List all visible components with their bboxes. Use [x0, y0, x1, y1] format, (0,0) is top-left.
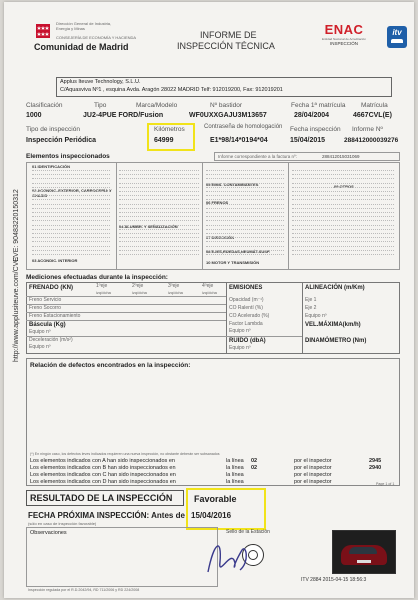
element-item-line: [119, 178, 199, 180]
defectos-linea-c: Los elementos indicados con C han sido inspeccionados en: [30, 472, 176, 478]
enac-text: ENAC: [324, 22, 364, 37]
section-frenos: 06 FRENOS: [206, 200, 229, 205]
inspector-label-d: por el inspector: [294, 479, 332, 485]
inspector-a-value: 2945: [369, 458, 382, 464]
page-number: Page 1 of 1: [376, 482, 395, 486]
cve-url: http://www.applusiteuve.com/CVE: [13, 256, 20, 362]
grid-divider-1: [116, 162, 117, 270]
matricula-label: Matrícula: [361, 102, 388, 109]
element-item-line: [206, 187, 284, 189]
element-item-line: [206, 250, 284, 252]
inspector-label-a: por el inspector: [294, 458, 332, 464]
element-item-line: [119, 199, 199, 201]
element-item-line: [292, 250, 394, 252]
freno-socorro: Freno Socorro: [29, 305, 61, 311]
proxima-value: 15/04/2016: [191, 511, 232, 520]
defectos-linea-b: Los elementos indicados con B han sido inspeccionados en: [30, 465, 176, 471]
element-item-line: [206, 229, 284, 231]
element-item-line: [292, 241, 394, 243]
car-photo-plate: [357, 560, 371, 563]
element-item-line: [32, 246, 110, 248]
element-item-line: [206, 174, 284, 176]
station-name: Applus Iteuve Technology, S.L.U.: [60, 79, 141, 85]
deceleracion-label: Deceleración (m/s²): [29, 337, 73, 343]
element-item-line: [292, 237, 394, 239]
velmax-label: VEL.MÁXIMA(km/h): [305, 322, 361, 328]
elementos-title: Elementos inspeccionados: [26, 153, 110, 160]
element-item-line: [32, 237, 110, 239]
car-icon: [391, 39, 403, 43]
eje-sub-3: izq/dcha: [168, 290, 183, 295]
element-item-line: [206, 195, 284, 197]
emisiones-divider: [226, 336, 302, 337]
madrid-logo: [36, 24, 50, 38]
matricula-value: 4667CVL(E): [353, 112, 392, 119]
element-item-line: [119, 183, 199, 185]
inspector-signature: [200, 532, 260, 582]
eje-1: 1ºeje: [96, 283, 108, 289]
element-item-line: [206, 183, 284, 185]
element-item-line: [119, 170, 199, 172]
element-item-line: [206, 204, 284, 206]
enac-logo: [320, 22, 368, 56]
element-item-line: [292, 208, 394, 210]
element-item-line: [32, 233, 110, 235]
mediciones-divider-1: [226, 282, 227, 354]
enac-sub1: Entidad Nacional de Acreditación: [321, 37, 367, 41]
section-direccion: 07 DIRECCIÓN: [206, 235, 235, 240]
car-photo: [332, 530, 396, 574]
ruido-label: RUIDO (dbA): [229, 338, 266, 344]
element-item-line: [32, 220, 110, 222]
inspector-label-c: por el inspector: [294, 472, 332, 478]
element-item-line: [206, 191, 284, 193]
element-item-line: [119, 250, 199, 252]
observaciones-label: Observaciones: [30, 530, 67, 536]
resultado-value: Favorable: [194, 494, 237, 504]
element-item-line: [119, 241, 199, 243]
grid-divider-2: [202, 162, 203, 270]
bascula-equipo: Equipo nº: [29, 329, 51, 335]
org-line3: CONSEJERÍA DE ECONOMÍA Y HACIENDA: [56, 35, 137, 40]
defectos-leyenda: (*) En ningún caso, los defectos leves indicados requieren una nueva inspección, no obstante deberán ser subsanados: [30, 452, 220, 456]
element-item-line: [292, 191, 394, 193]
org-line2: Energía y Minas: [56, 26, 85, 31]
defectos-linea-d: Los elementos indicados con D han sido inspeccionados en: [30, 479, 176, 485]
element-item-line: [292, 178, 394, 180]
inspector-b-value: 2940: [369, 465, 382, 471]
frenado-label: FRENADO (KN): [29, 285, 73, 291]
bastidor-label: Nº bastidor: [210, 102, 242, 109]
element-item-line: [292, 199, 394, 201]
element-item-line: [119, 208, 199, 210]
fecha-matricula-value: 28/04/2004: [294, 112, 330, 119]
element-item-line: [292, 216, 394, 218]
element-item-line: [206, 241, 284, 243]
comunidad-name: Comunidad de Madrid: [34, 42, 129, 52]
element-item-line: [32, 225, 110, 227]
element-item-line: [292, 183, 394, 185]
element-item-line: [206, 225, 284, 227]
cve-code: CVE: 90483220150312: [13, 189, 20, 262]
co-acelerado-label: CO Acelerado (%): [229, 313, 270, 319]
homolog-value: E1*98/14*0194*04: [210, 137, 268, 144]
element-item-line: [32, 199, 110, 201]
element-item-line: [292, 204, 394, 206]
car-photo-windshield: [349, 547, 377, 554]
element-item-line: [32, 250, 110, 252]
footer-legal: Inspección regulada por el R.D.2042/94, RD 711/2006 y RD 224/2008: [28, 588, 140, 592]
element-item-line: [32, 216, 110, 218]
element-item-line: [32, 178, 110, 180]
element-item-line: [292, 187, 394, 189]
section-identificacion: 01 IDENTIFICACIÓN: [32, 164, 71, 169]
opacidad-label: Opacidad (m⁻¹): [229, 297, 264, 303]
eje-sub-1: izq/dcha: [96, 290, 111, 295]
element-item-line: [32, 187, 110, 189]
element-item-line: [292, 225, 394, 227]
itv-logo: [387, 26, 407, 48]
freno-estacionamiento: Freno Estacionamiento: [29, 313, 81, 319]
clasificacion-label: Clasificación: [26, 102, 63, 109]
frenado-row-line-4: [26, 320, 226, 321]
element-item-line: [292, 229, 394, 231]
enac-sub2: INSPECCIÓN: [329, 41, 358, 46]
linea-a-value: 02: [251, 458, 258, 464]
inspection-report: [4, 2, 414, 598]
element-item-line: [206, 208, 284, 210]
element-item-line: [206, 220, 284, 222]
element-item-line: [119, 187, 199, 189]
photo-caption: ITV 2884 2015-04-15 18:56:3: [301, 577, 367, 583]
section-ejes: 08 EJES,RUEDAS,NEUMÁT.SUSP.: [206, 249, 271, 254]
element-item-line: [32, 241, 110, 243]
proxima-note: (sólo en caso de inspección favorable): [28, 521, 97, 526]
element-item-line: [32, 170, 110, 172]
report-title-2: INSPECCIÓN TÉCNICA: [177, 41, 275, 51]
element-item-line: [119, 233, 199, 235]
element-item-line: [119, 216, 199, 218]
element-item-line: [32, 208, 110, 210]
itv-logo-text: itv: [392, 28, 402, 37]
tipo-insp-value: Inspección Periódica: [26, 137, 97, 144]
marca-label: Marca/Modelo: [136, 102, 178, 109]
ruido-equipo: Equipo nº: [229, 345, 251, 351]
resultado-label: RESULTADO DE LA INSPECCIÓN: [30, 493, 173, 503]
factura-label: Informe correspondiente a la factura nº:: [218, 154, 297, 159]
station-address: C/Aquasviva Nº1 , esquina Avda. Aragón 28022 MADRID Telf: 912019200, Fax: 912019201: [60, 87, 283, 93]
element-item-line: [32, 212, 110, 214]
element-item-line: [206, 199, 284, 201]
eje-2: 2ºeje: [132, 283, 144, 289]
km-highlight: [147, 123, 195, 151]
factura-number: 288412015031069: [322, 154, 360, 159]
km-label: Kilómetros: [154, 126, 185, 133]
emisiones-equipo: Equipo nº: [229, 328, 251, 334]
element-item-line: [292, 212, 394, 214]
deceleracion-equipo: Equipo nº: [29, 344, 51, 350]
element-item-line: [32, 229, 110, 231]
element-item-line: [32, 204, 110, 206]
report-title-1: INFORME DE: [200, 30, 257, 40]
section-alumbrado: 04 ALUMBR. Y SEÑALIZACIÓN: [119, 224, 178, 229]
section-motor: 10 MOTOR Y TRANSMISIÓN: [206, 260, 260, 265]
element-item-line: [292, 174, 394, 176]
proxima-label: FECHA PRÓXIMA INSPECCIÓN: Antes de: [28, 511, 185, 520]
fecha-insp-value: 15/04/2015: [290, 137, 326, 144]
element-item-line: [32, 191, 110, 193]
element-item-line: [292, 195, 394, 197]
eje-sub-4: izq/dcha: [202, 290, 217, 295]
resultado-highlight: [186, 488, 266, 530]
section-interior: 03 ACONDIC. INTERIOR: [32, 258, 78, 263]
alineacion-eje1: Eje 1: [305, 297, 317, 303]
mediciones-title: Mediciones efectuadas durante la inspección:: [26, 274, 168, 281]
grid-divider-3: [288, 162, 289, 270]
section-otros: 09 OTROS: [334, 184, 354, 189]
element-item-line: [32, 174, 110, 176]
sello-label: Sello de la Estación: [226, 529, 270, 535]
section-exterior: 02 ACONDIC. EXTERIOR, CARROCERÍA Y CHASIS: [32, 188, 112, 198]
defectos-linea-a: Los elementos indicados con A han sido inspeccionados en: [30, 458, 175, 464]
linea-label-d: la línea: [226, 479, 244, 485]
org-line1: Dirección General de Industria,: [56, 21, 112, 26]
element-item-line: [119, 229, 199, 231]
element-item-line: [292, 170, 394, 172]
bastidor-value: WF0UXXGAJU3M13657: [189, 112, 267, 119]
element-item-line: [292, 246, 394, 248]
element-item-line: [32, 195, 110, 197]
eje-4: 4ºeje: [202, 283, 214, 289]
alineacion-equipo: Equipo nº: [305, 313, 327, 319]
freno-servicio: Freno Servicio: [29, 297, 62, 303]
bascula-label: Báscula (Kg): [29, 322, 66, 328]
element-item-line: [206, 216, 284, 218]
informe-value: 288412000039276: [344, 137, 399, 144]
element-item-line: [292, 233, 394, 235]
element-item-line: [292, 220, 394, 222]
element-item-line: [119, 204, 199, 206]
element-item-line: [119, 237, 199, 239]
element-item-line: [206, 237, 284, 239]
element-item-line: [119, 246, 199, 248]
mediciones-divider-2: [302, 282, 303, 354]
element-item-line: [32, 254, 110, 256]
homolog-label: Contraseña de homologación: [204, 124, 283, 130]
element-item-line: [206, 212, 284, 214]
fecha-matricula-label: Fecha 1ª matrícula: [291, 102, 346, 109]
element-item-line: [206, 246, 284, 248]
element-item-line: [206, 178, 284, 180]
element-item-line: [119, 254, 199, 256]
element-item-line: [206, 233, 284, 235]
eje-3: 3ºeje: [168, 283, 180, 289]
eje-sub-2: izq/dcha: [132, 290, 147, 295]
element-item-line: [119, 212, 199, 214]
element-item-line: [119, 195, 199, 197]
element-item-line: [119, 191, 199, 193]
linea-label-b: la línea: [226, 465, 244, 471]
element-item-line: [206, 170, 284, 172]
dinamometro-label: DINAMÓMETRO (Nm): [305, 338, 367, 344]
element-item-line: [32, 183, 110, 185]
alineacion-label: ALINEACIÓN (m/Km): [305, 285, 365, 291]
defectos-title: Relación de defectos encontrados en la inspección:: [30, 362, 191, 369]
alineacion-eje2: Eje 2: [305, 305, 317, 311]
element-item-line: [119, 174, 199, 176]
tipo-label: Tipo: [94, 102, 107, 109]
inspector-label-b: por el inspector: [294, 465, 332, 471]
tipo-insp-label: Tipo de inspección: [26, 126, 80, 133]
linea-label-a: la línea: [226, 458, 244, 464]
element-item-line: [119, 220, 199, 222]
clasificacion-value: 1000: [26, 112, 42, 119]
linea-label-c: la línea: [226, 472, 244, 478]
linea-b-value: 02: [251, 465, 258, 471]
emisiones-label: EMISIONES: [229, 285, 263, 291]
element-item-line: [292, 254, 394, 256]
element-item-line: [206, 254, 284, 256]
fecha-insp-label: Fecha inspección: [290, 126, 341, 133]
section-emisiones: 05 EMIS. CONTAMINANTES: [206, 182, 259, 187]
element-item-line: [119, 225, 199, 227]
km-value: 64999: [154, 137, 174, 144]
informe-label: Informe Nº: [352, 126, 383, 133]
lambda-label: Factor Lambda: [229, 321, 263, 327]
co-ralenti-label: CO Ralentí (%): [229, 305, 263, 311]
tipo-value: JU2-4PUE FORD/Fusion: [83, 112, 164, 119]
